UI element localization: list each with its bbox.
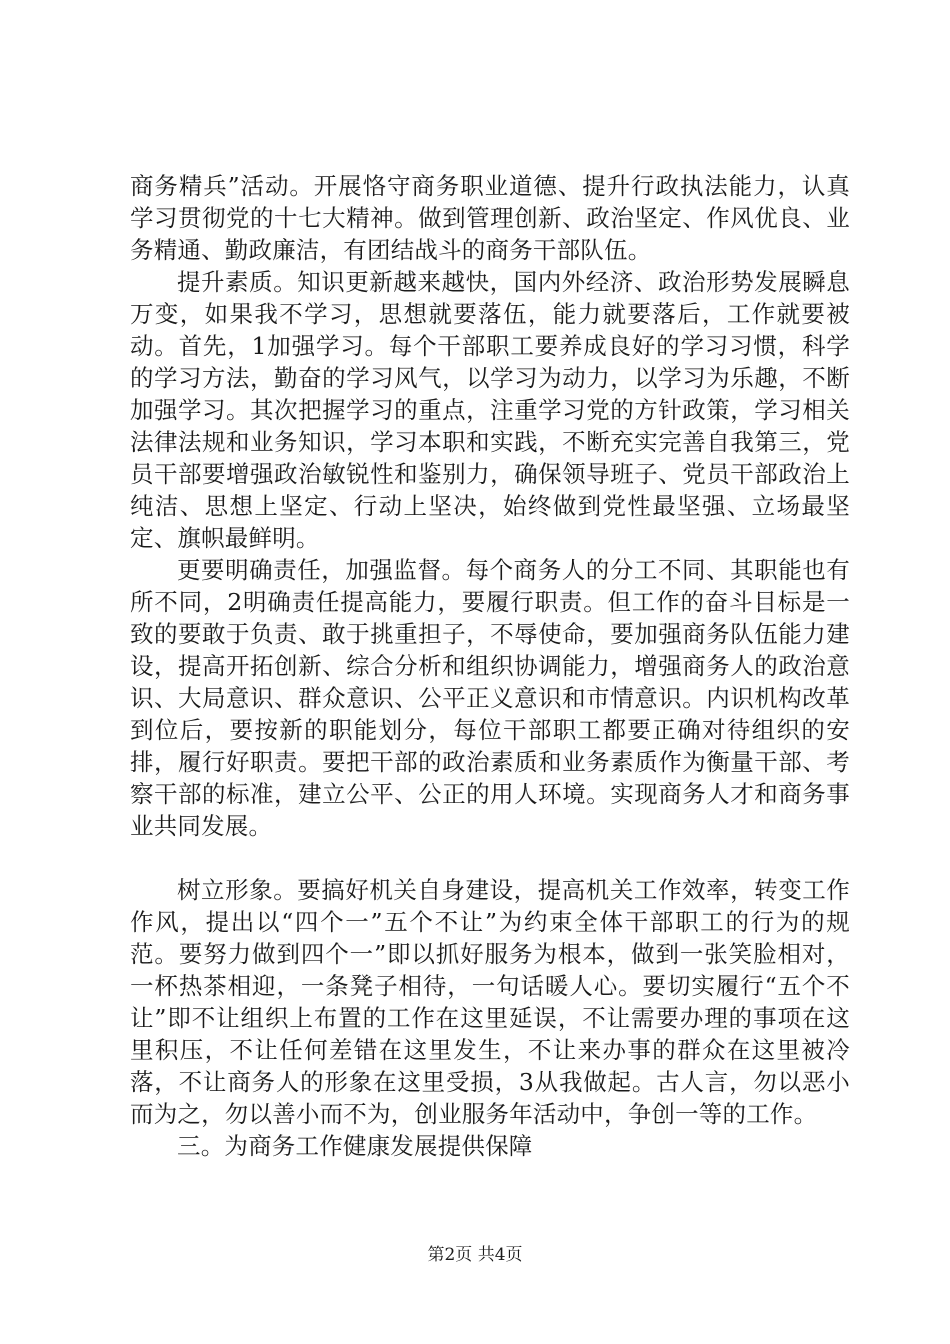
page-number-footer: 第2页 共4页 [427,1245,523,1265]
paragraph-establish-image: 树立形象。要搞好机关自身建设，提高机关工作效率，转变工作作风，提出以“四个一”五个不让”为约束全体干部职工的行为的规范。要努力做到四个一”即以抓好服务为根本，做到一张笑脸相对，一杯热茶相迎，一条凳子相待，一句话暖人心。要切实履行“五个不让”即不让组织上布置的工作在这里延误，不让需要办理的事项在这里积压，不让任何差错在这里发生，不让来办事的群众在这里被冷落，不让商务人的形象在这里受损，3从我做起。古人言，勿以恶小而为之，勿以善小而不为，创业服务年活动中，争创一等的工作。 [130,876,850,1128]
paragraph-improve-quality: 提升素质。知识更新越来越快，国内外经济、政治形势发展瞬息万变，如果我不学习，思想就要落伍，能力就要落后，工作就要被动。首先，1加强学习。每个干部职工要养成良好的学习习惯，科学的学习方法，勤奋的学习风气，以学习为动力，以学习为乐趣，不断加强学习。其次把握学习的重点，注重学习党的方针政策，学习相关法律法规和业务知识，学习本职和实践，不断充实完善自我第三，党员干部要增强政治敏锐性和鉴别力，确保领导班子、党员干部政治上纯洁、思想上坚定、行动上坚决，始终做到党性最坚强、立场最坚定、旗帜最鲜明。 [130,268,850,552]
paragraph-clarify-responsibility: 更要明确责任，加强监督。每个商务人的分工不同、其职能也有所不同，2明确责任提高能力，要履行职责。但工作的奋斗目标是一致的要敢于负责、敢于挑重担子，不辱使命，要加强商务队伍能力建设，提高开拓创新、综合分析和组织协调能力，增强商务人的政治意识、大局意识、群众意识、公平正义意识和市情意识。内识机构改革到位后，要按新的职能划分，每位干部职工都要正确对待组织的安排，履行好职责。要把干部的政治素质和业务素质作为衡量干部、考察干部的标准，建立公平、公正的用人环境。实现商务人才和商务事业共同发展。 [130,556,850,840]
section-heading-three: 三。为商务工作健康发展提供保障 [177,1132,533,1160]
paragraph-continuation: 商务精兵”活动。开展恪守商务职业道德、提升行政执法能力，认真学习贯彻党的十七大精神。做到管理创新、政治坚定、作风优良、业务精通、勤政廉洁，有团结战斗的商务干部队伍。 [130,172,850,264]
document-body [130,170,850,1162]
